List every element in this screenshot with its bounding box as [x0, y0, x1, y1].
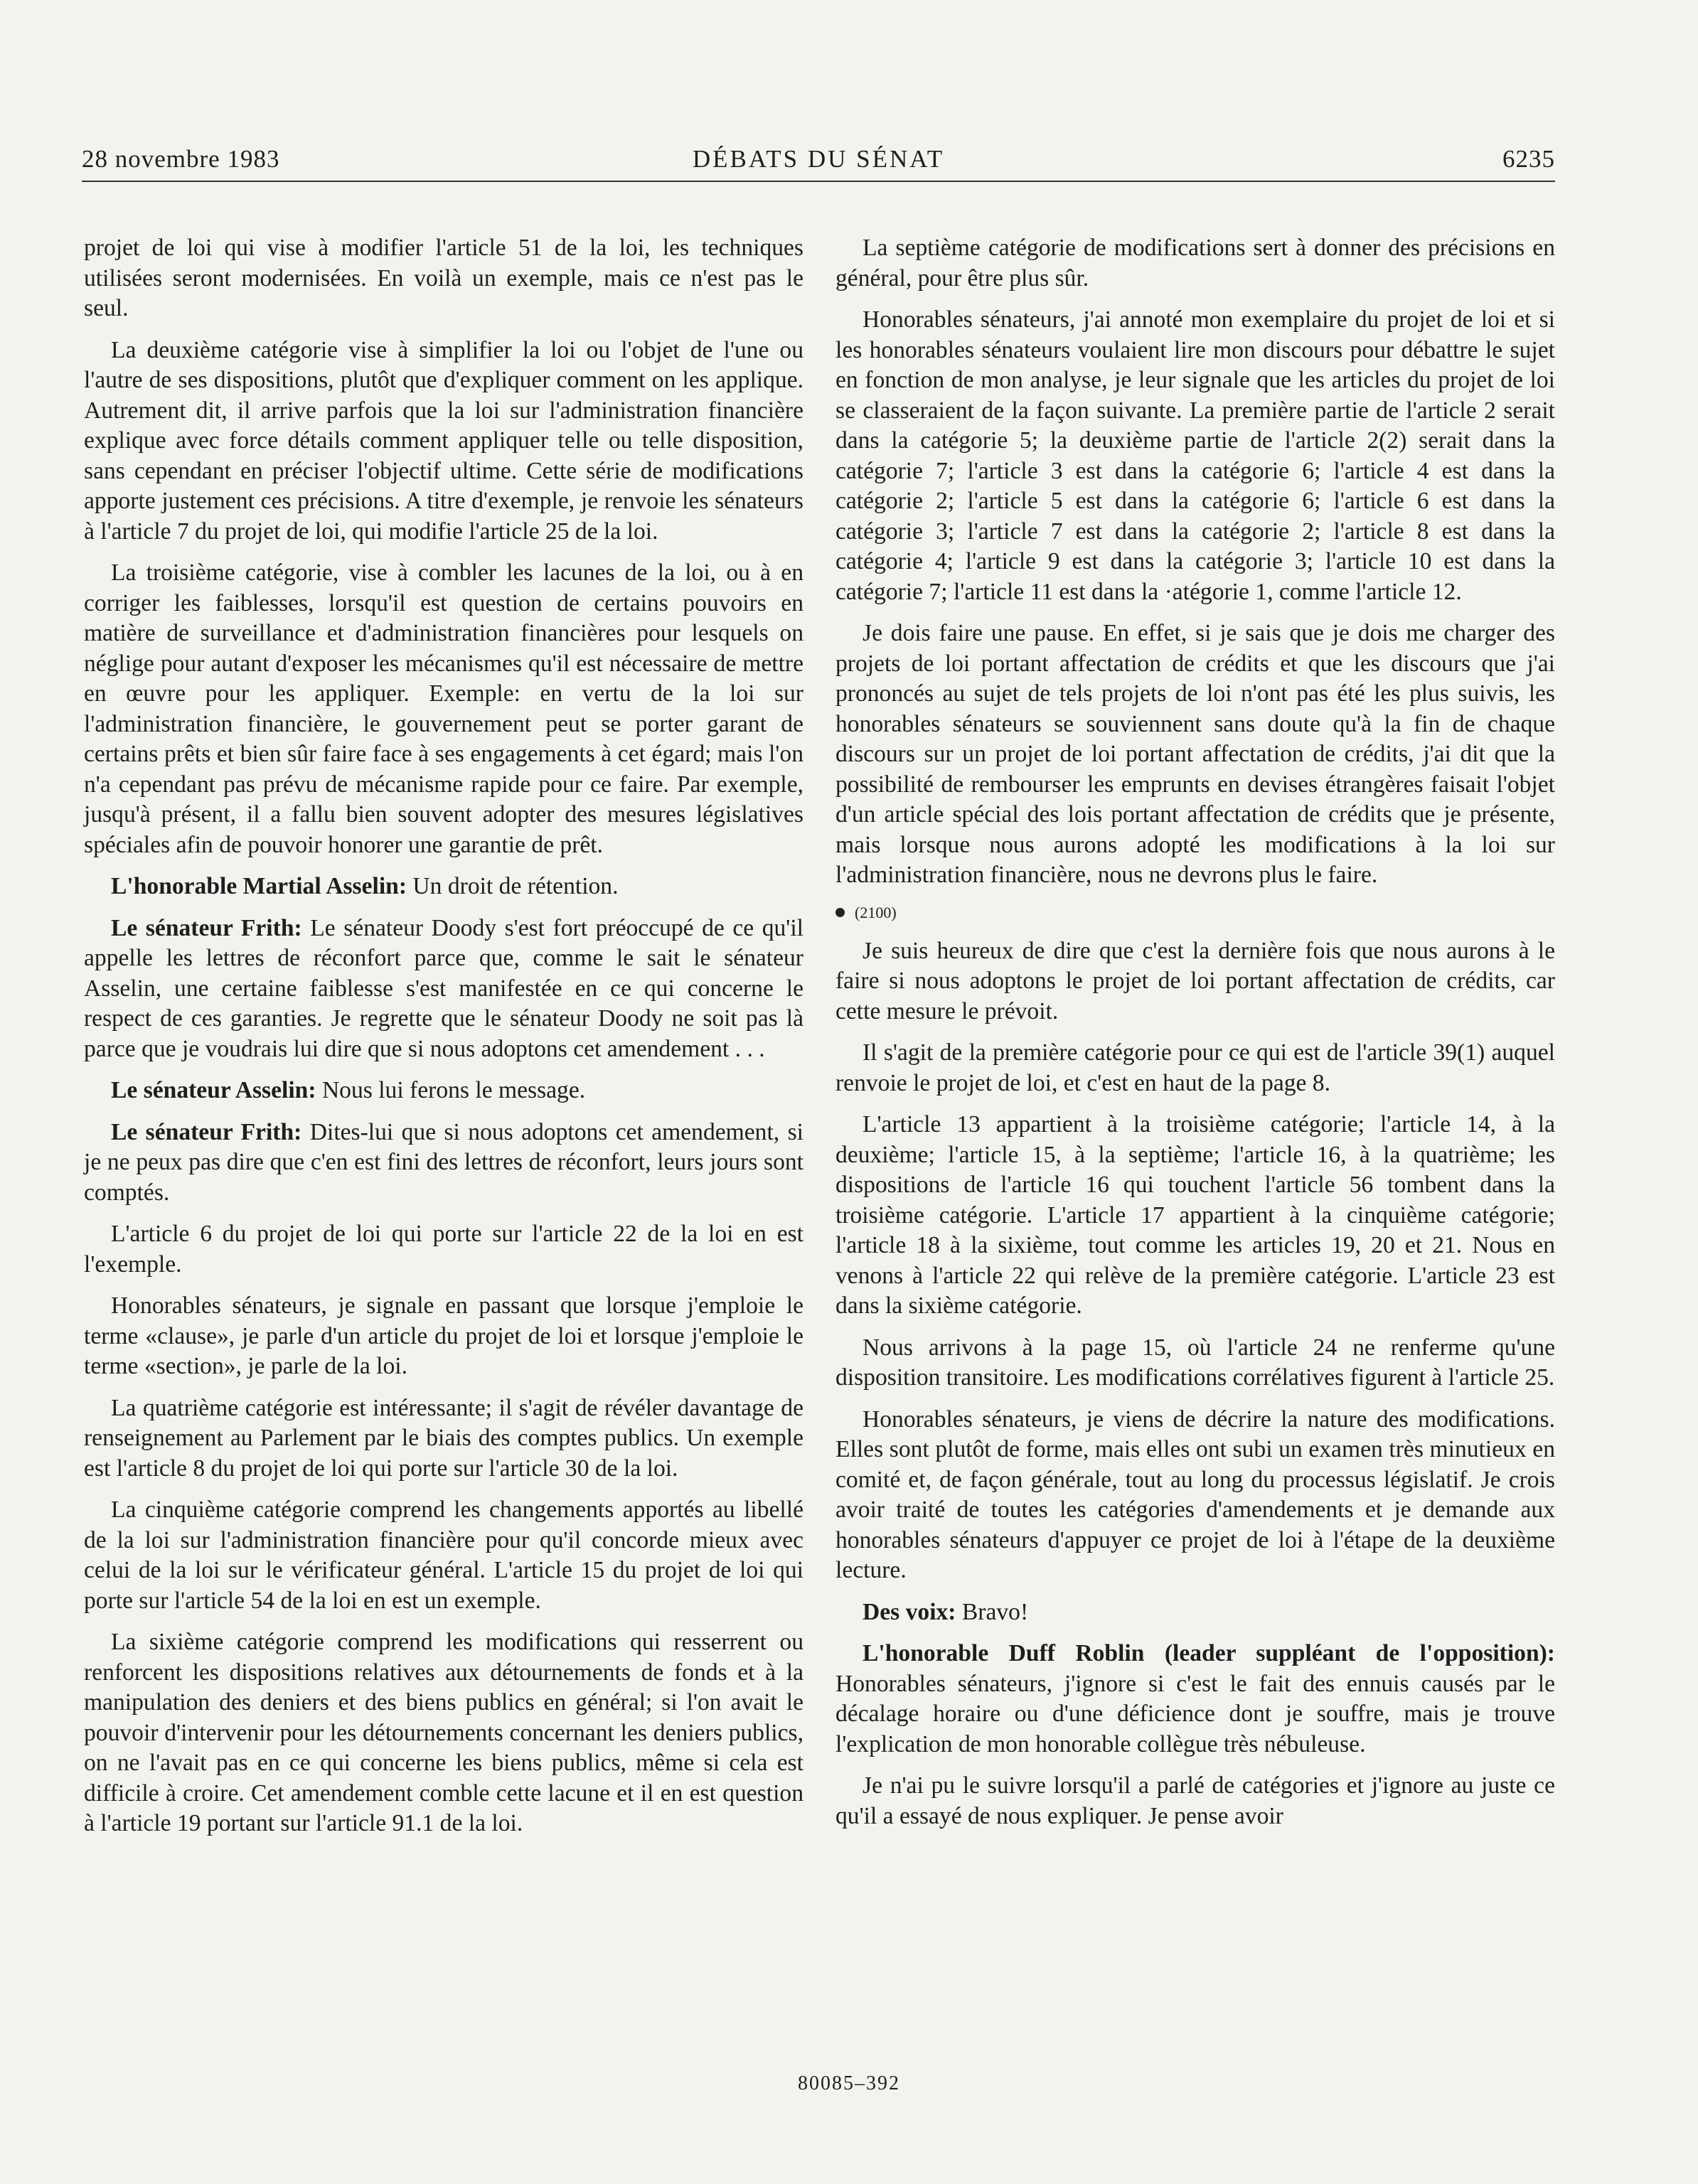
speech-text: Le sénateur Doody s'est fort préoccupé de ce qu'il appelle les lettres de réconfort parce que, comme le sait le sénateur Asselin, une certaine faiblesse s'est manifestée en ce qui concerne le respect de ces garanties. Je regrette que le sénateur Doody ne soit pas là parce que je voudrais lui dire que si nous adoptons cet amendement . . . [84, 914, 803, 1062]
speech [84, 872, 803, 902]
time-marker-text: (2100) [855, 903, 897, 921]
paragraph: La septième catégorie de modifications sert à donner des précisions en général, pour être plus sûr. [835, 235, 1555, 291]
speaker-name: Le sénateur Frith: [111, 914, 302, 941]
speaker-name: Le sénateur Frith: [111, 1118, 302, 1145]
paragraph: L'article 6 du projet de loi qui porte sur l'article 22 de la loi en est l'exemple. [84, 1221, 803, 1278]
bullet-icon [835, 908, 845, 917]
footer-code: 80085–392 [798, 2072, 900, 2094]
paragraph: Honorables sénateurs, je viens de décrire la nature des modifications. Elles sont plutôt de forme, mais elles ont subi un examen très minutieux en comité et, de façon générale, tout au long du processus législatif. Je crois avoir traité de toutes les catégories d'amendements et je demande aux honorables sénateurs d'appuyer ce projet de loi à l'étape de la deuxième lecture. [835, 1406, 1555, 1583]
paragraph: projet de loi qui vise à modifier l'article 51 de la loi, les techniques utilisées seront modernisées. En voilà un exemple, mais ce n'est pas le seul. [84, 235, 803, 321]
right-column [835, 233, 1555, 1843]
paragraph: Je dois faire une pause. En effet, si je sais que je dois me charger des projets de loi portant affectation de crédits et que les discours que j'ai prononcés au sujet de tels projets de loi n'ont pas été les plus suivis, les honorables sénateurs se souviennent sans doute qu'à la fin de chaque discours sur un projet de loi portant affectation de crédits, j'ai dit que la possibilité de rembourser les emprunts en devises étrangères faisait l'objet d'un article spécial des lois portant affectation de crédits que je présente, mais lorsque nous aurons adopté les modifications à la loi sur l'administration financière, nous ne devrons plus le faire. [835, 620, 1555, 888]
paragraph: Il s'agit de la première catégorie pour ce qui est de l'article 39(1) auquel renvoie le projet de loi, et c'est en haut de la page 8. [835, 1039, 1555, 1096]
speech-text: Nous lui ferons le message. [321, 1077, 586, 1103]
paragraph: Je suis heureux de dire que c'est la dernière fois que nous aurons à le faire si nous adoptons le projet de loi portant affectation de crédits, car cette mesure le prévoit. [835, 937, 1555, 1024]
header-date: 28 novembre 1983 [82, 145, 280, 173]
speech-text: Bravo! [961, 1598, 1029, 1625]
speaker-name: L'honorable Martial Asselin: [111, 873, 407, 899]
speech [84, 1076, 803, 1106]
header-page-number: 6235 [1502, 145, 1555, 173]
paragraph: Honorables sénateurs, j'ai annoté mon exemplaire du projet de loi et si les honorables sénateurs voulaient lire mon discours pour débattre le sujet en fonction de mon analyse, je leur signale que les articles du projet de loi se classeraient de la façon suivante. La première partie de l'article 2 serait dans la catégorie 5; la deuxième partie de l'article 2(2) serait dans la catégorie 7; l'article 3 est dans la catégorie 6; l'article 4 est dans la catégorie 2; l'article 5 est dans la catégorie 6; l'article 6 est dans la catégorie 3; l'article 7 est dans la catégorie 2; l'article 8 est dans la catégorie 4; l'article 9 est dans la catégorie 3; l'article 10 est dans la catégorie 7; l'article 11 est dans la ·atégorie 1, comme l'article 12. [835, 306, 1555, 605]
speech [84, 1118, 803, 1209]
paragraph: L'article 13 appartient à la troisième catégorie; l'article 14, à la deuxième; l'article 15, à la septième; l'article 16, à la quatrième; les dispositions de l'article 16 qui touchent l'article 56 tombent dans la troisième catégorie. L'article 17 appartient à la cinquième catégorie; l'article 18 à la sixième, tout comme les articles 19, 20 et 21. Nous en venons à l'article 22 qui relève de la première catégorie. L'article 23 est dans la sixième catégorie. [835, 1111, 1555, 1319]
speech-text: Un droit de rétention. [412, 873, 619, 899]
time-marker [835, 902, 1555, 924]
speech-text: Dites-lui que si nous adoptons cet amendement, si je ne peux pas dire que c'en est fini des lettres de réconfort, leurs jours sont comptés. [84, 1118, 803, 1206]
header-title: DÉBATS DU SÉNAT [692, 145, 945, 173]
speech [835, 1597, 1555, 1628]
paragraph: Je n'ai pu le suivre lorsqu'il a parlé de catégories et j'ignore au juste ce qu'il a essayé de nous expliquer. Je pense avoir [835, 1772, 1555, 1829]
left-column [84, 233, 803, 1851]
paragraph: Nous arrivons à la page 15, où l'article 24 ne renferme qu'une disposition transitoire. Les modifications corrélatives figurent à l'article 25. [835, 1334, 1555, 1391]
running-header [82, 145, 1555, 182]
speech-text: Honorables sénateurs, j'ignore si c'est le fait des ennuis causés par le décalage horaire ou d'une déficience dont je souffre, mais je trouve l'explication de mon honorable collègue très nébuleuse. [835, 1670, 1555, 1757]
speech [835, 1639, 1555, 1760]
speech [84, 914, 803, 1065]
paragraph: La cinquième catégorie comprend les changements apportés au libellé de la loi sur l'administration financière pour qu'il concorde mieux avec celui de la loi sur le vérificateur général. L'article 15 du projet de loi qui porte sur l'article 54 de la loi en est un exemple. [84, 1497, 803, 1614]
paragraph: La quatrième catégorie est intéressante; il s'agit de révéler davantage de renseignement au Parlement par le biais des comptes publics. Un exemple est l'article 8 du projet de loi qui porte sur l'article 30 de la loi. [84, 1394, 803, 1482]
paragraph: La sixième catégorie comprend les modifications qui resserrent ou renforcent les dispositions relatives aux détournements de fonds et à la manipulation des deniers et des biens publics en général; si l'on avait le pouvoir d'intervenir pour les détournements concernant les deniers publics, on ne l'avait pas en ce qui concerne les biens publics, même si cela est difficile à croire. Cet amendement comble cette lacune et il en est question à l'article 19 portant sur l'article 91.1 de la loi. [84, 1629, 803, 1836]
paragraph: Honorables sénateurs, je signale en passant que lorsque j'emploie le terme «clause», je parle d'un article du projet de loi et lorsque j'emploie le terme «section», je parle de la loi. [84, 1292, 803, 1379]
speaker-name: L'honorable Duff Roblin (leader suppléant de l'opposition): [863, 1640, 1555, 1666]
paragraph: La deuxième catégorie vise à simplifier la loi ou l'objet de l'une ou l'autre de ses dispositions, plutôt que d'expliquer comment on les applique. Autrement dit, il arrive parfois que la loi sur l'administration financière explique avec force détails comment appliquer telle ou telle disposition, sans cependant en préciser l'objectif ultime. Cette série de modifications apporte justement ces précisions. A titre d'exemple, je renvoie les sénateurs à l'article 7 du projet de loi, qui modifie l'article 25 de la loi. [84, 336, 803, 545]
speaker-name: Des voix: [863, 1598, 956, 1625]
paragraph: La troisième catégorie, vise à combler les lacunes de la loi, ou à en corriger les faiblesses, lorsqu'il est question de certains pouvoirs en matière de surveillance et d'administration financières pour lesquels on néglige pour autant d'exposer les mécanismes qu'il est nécessaire de mettre en œuvre pour les appliquer. Exemple: en vertu de la loi sur l'administration financière, le gouvernement peut se porter garant de certains prêts et bien sûr faire face à ses engagements à cet égard; mais l'on n'a cependant pas prévu de mécanisme rapide pour ce faire. Par exemple, jusqu'à présent, il a fallu bien souvent adopter des mesures législatives spéciales afin de pouvoir honorer une garantie de prêt. [84, 560, 803, 858]
speaker-name: Le sénateur Asselin: [111, 1077, 316, 1103]
